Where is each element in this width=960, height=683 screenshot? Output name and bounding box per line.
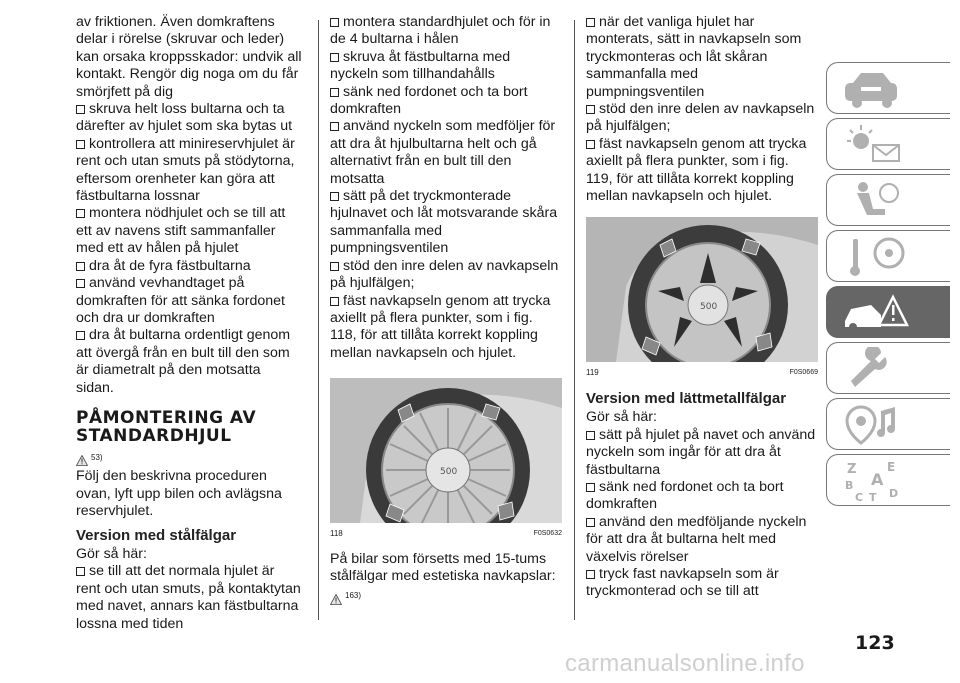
do-this-label: Gör så här:	[586, 409, 657, 426]
checkbox-icon	[76, 567, 85, 576]
multimedia-icon	[841, 403, 911, 447]
checkbox-icon	[76, 262, 85, 271]
svg-text:500: 500	[440, 467, 458, 478]
lights-message-icon	[841, 123, 911, 167]
figure-number: 119	[586, 368, 599, 378]
list-item: sänk ned fordonet och ta bort domkraften	[330, 83, 528, 118]
page-number: 123	[855, 632, 895, 654]
checkbox-icon	[76, 209, 85, 218]
figure-118-image	[330, 378, 562, 523]
checkbox-icon	[586, 570, 595, 579]
hubcap-wheel-illustration	[330, 378, 562, 523]
subheading-steel: Version med stålfälgar	[76, 526, 237, 544]
figure-119-image	[586, 217, 818, 362]
warning-reference: 163)	[330, 587, 562, 604]
column-right	[586, 14, 818, 601]
list-item: dra åt de fyra fästbultarna	[76, 258, 302, 275]
checkbox-icon	[330, 18, 339, 27]
list-item: kontrollera att minireservhjulet är rent och utan smuts på stödytorna, eftersom orenheter kan göra att fästbultarna lossnar	[76, 135, 295, 205]
tab-seat-airbag[interactable]	[826, 174, 950, 226]
checkbox-icon	[330, 88, 339, 97]
after-figure-paragraph: På bilar som försetts med 15-tums stålfälgar med estetiska navkapslar:	[330, 550, 556, 584]
intro-paragraph: av friktionen. Även domkraftens delar i rörelse (skruvar och leder) kan orsaka kroppsskador: undvik all kontakt. Rengör dig noga om du får smörjfett på dig	[76, 14, 302, 100]
maintenance-icon	[841, 347, 911, 391]
column-left	[76, 14, 302, 633]
figure-caption	[586, 364, 818, 381]
checkbox-icon	[76, 140, 85, 149]
car-dashboard-icon	[841, 67, 911, 111]
checkbox-icon	[330, 192, 339, 201]
index-letter: A	[871, 470, 884, 489]
bullet-list-1	[76, 101, 302, 397]
key-steering-icon	[841, 235, 911, 279]
checkbox-icon	[76, 331, 85, 340]
list-item: se till att det normala hjulet är rent och utan smuts, på kontaktytan med navet, annars kan fästbultarna lossna med tiden	[76, 563, 301, 632]
warning-triangle-icon	[330, 594, 342, 605]
list-item: stöd den inre delen av navkapseln på hjulfälgen;	[586, 101, 815, 135]
list-item: montera standardhjulet och för in de 4 bultarna i hålen	[330, 14, 551, 48]
tab-key-steering[interactable]	[826, 230, 950, 282]
warning-triangle-icon	[76, 455, 88, 466]
checkbox-icon	[76, 279, 85, 288]
section-heading: PÅMONTERING AV STANDARDHJUL	[76, 407, 257, 446]
list-item: stöd den inre delen av navkapseln på hjulfälgen;	[330, 257, 559, 292]
list-item: använd den medföljande nyckeln för att dra åt bultarna helt med växelvis rörelser	[586, 513, 807, 565]
follow-paragraph: Följ den beskrivna proceduren ovan, lyft upp bilen och avlägsna reservhjulet.	[76, 468, 282, 520]
seat-airbag-icon	[841, 179, 911, 223]
tab-multimedia[interactable]	[826, 398, 950, 450]
tab-index[interactable]	[826, 454, 950, 506]
checkbox-icon	[586, 105, 595, 114]
list-item: dra åt bultarna ordentligt genom att övergå från en bult till den som är diametralt på den motsatta sidan.	[76, 327, 291, 396]
index-letter: Z	[847, 462, 857, 477]
figure-code: F0S0669	[789, 369, 818, 377]
checkbox-icon	[586, 140, 595, 149]
index-letter: B	[845, 479, 854, 492]
checkbox-icon	[586, 518, 595, 527]
watermark: carmanualsonline.info	[565, 650, 805, 677]
list-item: montera nödhjulet och se till att ett av navens stift sammanfaller med ett av hålen på hjulet	[76, 205, 286, 257]
breakdown-icon	[841, 291, 911, 335]
list-item: fäst navkapseln genom att trycka axiellt på flera punkter, som i fig. 119, för att tillåta korrekt koppling mellan navkapseln och hjulet.	[586, 135, 807, 205]
list-item: sätt på det tryckmonterade hjulnavet och låt motsvarande skåra sammanfalla med pumpningsventilen	[330, 188, 558, 257]
figure-caption	[330, 525, 562, 542]
column-divider	[318, 20, 319, 620]
list-item: skruva åt fästbultarna med nyckeln som tillhandahålls	[330, 48, 511, 83]
list-item: fäst navkapseln genom att trycka axiellt på flera punkter, som i fig. 118, för att tillåta korrekt koppling mellan navkapseln och hjulet.	[330, 292, 551, 361]
index-letter: C	[855, 491, 864, 503]
do-this-label: Gör så här:	[76, 545, 147, 562]
checkbox-icon	[586, 18, 595, 27]
checkbox-icon	[76, 105, 85, 114]
checkbox-icon	[330, 122, 339, 131]
list-item: tryck fast navkapseln som är tryckmonterad och se till att	[586, 565, 779, 600]
tab-lights-message[interactable]	[826, 118, 950, 170]
tab-maintenance[interactable]	[826, 342, 950, 394]
tab-car-dashboard[interactable]	[826, 62, 950, 114]
list-item: använd vevhandtaget på domkraften för att sänka fordonet och dra ur domkraften	[76, 275, 285, 326]
warning-reference: 53)	[76, 449, 302, 466]
list-item: skruva helt loss bultarna och ta därefter av hjulet som ska bytas ut	[76, 101, 293, 135]
list-item: använd nyckeln som medföljer för att dra åt hjulbultarna helt och gå alternativt från en bult till den motsatta	[330, 118, 556, 187]
figure-number: 118	[330, 529, 343, 539]
checkbox-icon	[330, 53, 339, 62]
index-icon	[841, 459, 911, 503]
list-item: sänk ned fordonet och ta bort domkraften	[586, 478, 784, 513]
index-letter: E	[887, 460, 896, 474]
index-letter: T	[869, 491, 877, 503]
column-middle	[330, 14, 562, 607]
checkbox-icon	[586, 431, 595, 440]
column-divider	[574, 20, 575, 620]
subheading-alloy: Version med lättmetallfälgar	[586, 389, 787, 407]
tab-breakdown[interactable]	[826, 286, 950, 338]
alloy-wheel-illustration	[586, 217, 818, 362]
list-item: när det vanliga hjulet har monterats, sätt in navkapseln som tryckmonteras och låt skåran sammanfalla med pumpningsventilen	[586, 14, 802, 100]
checkbox-icon	[586, 483, 595, 492]
figure-code: F0S0632	[533, 530, 562, 538]
checkbox-icon	[330, 297, 339, 306]
checkbox-icon	[330, 262, 339, 271]
svg-text:500: 500	[700, 302, 718, 313]
list-item: sätt på hjulet på navet och använd nyckeln som ingår för att dra åt fästbultarna	[586, 426, 816, 478]
index-letter: D	[889, 487, 899, 500]
